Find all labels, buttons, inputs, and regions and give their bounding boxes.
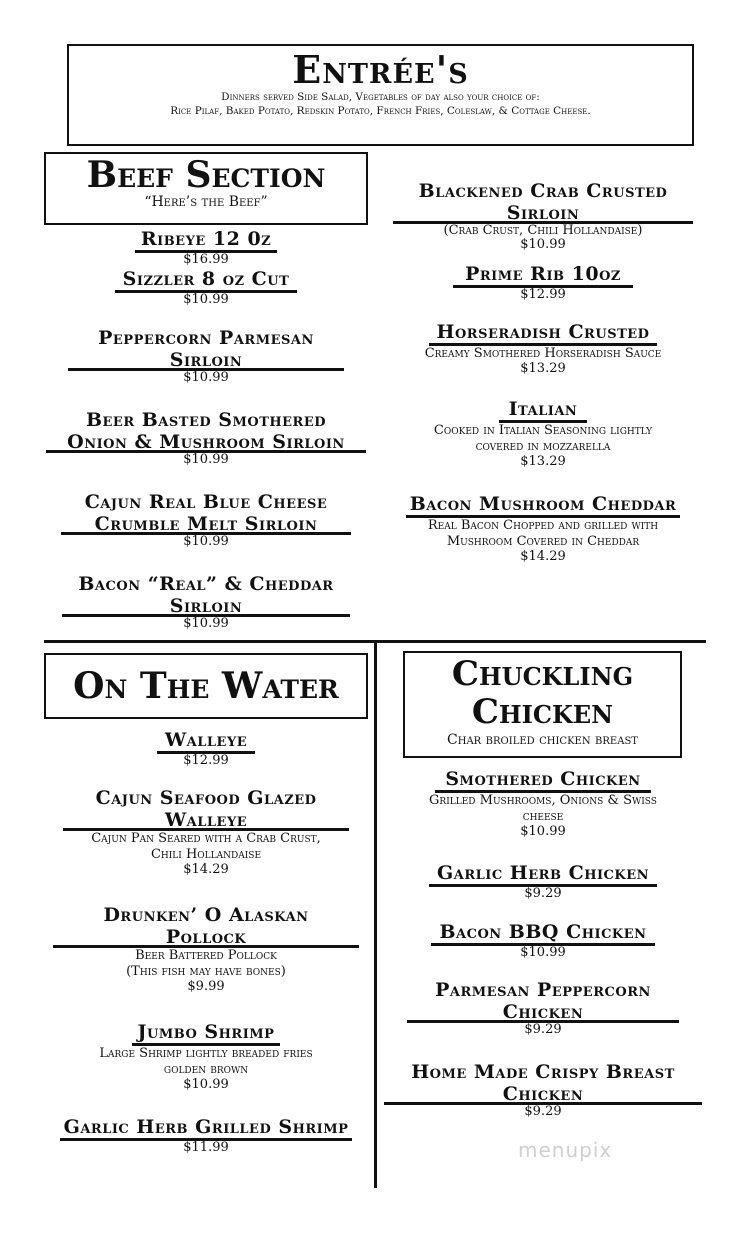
item-description-line2: covered in mozzarella xyxy=(475,439,611,454)
item-description: Creamy Smothered Horseradish Sauce xyxy=(424,346,662,361)
menu-item xyxy=(44,904,368,994)
item-price: $14.29 xyxy=(183,862,229,877)
chicken-section-title-line2: Chicken xyxy=(471,692,614,732)
item-name: Smothered Chicken xyxy=(435,768,650,793)
item-description: (Crab Crust, Chili Hollandaise) xyxy=(443,223,643,238)
item-price: $10.99 xyxy=(520,824,566,839)
item-price: $9.99 xyxy=(187,979,225,994)
menu-item xyxy=(44,409,368,467)
item-price: $10.99 xyxy=(183,370,229,385)
item-price: $10.99 xyxy=(183,452,229,467)
item-price: $11.99 xyxy=(183,1140,229,1155)
item-price: $10.99 xyxy=(183,616,229,631)
item-name-line2: Sirloin xyxy=(169,595,243,617)
item-name-line2: Sirloin xyxy=(506,202,580,224)
item-description-line2: golden brown xyxy=(163,1062,249,1077)
item-name: Sizzler 8 oz Cut xyxy=(115,268,298,293)
item-name-line1: Home Made Crispy Breast xyxy=(411,1061,675,1083)
item-name-line1: Beer Basted Smothered xyxy=(85,409,327,431)
menu-item xyxy=(44,491,368,549)
item-description-line1: Grilled Mushrooms, Onions & Swiss xyxy=(429,793,657,808)
page-title: Entrée's xyxy=(292,47,469,92)
item-price: $12.99 xyxy=(183,753,229,768)
item-description-line1: Cooked in Italian Seasoning lightly xyxy=(433,423,653,438)
item-description-line2: Mushroom Covered in Cheddar xyxy=(446,534,640,549)
menu-item xyxy=(44,1021,368,1092)
item-description-line1: Real Bacon Chopped and grilled with xyxy=(427,518,659,533)
item-price: $10.99 xyxy=(183,292,229,307)
item-name-line1: Bacon “Real” & Cheddar xyxy=(78,573,334,595)
water-section-title: On The Water xyxy=(73,665,339,707)
menu-item xyxy=(380,263,706,302)
item-price: $13.29 xyxy=(520,454,566,469)
beef-section-box xyxy=(44,152,368,225)
item-name: Bacon BBQ Chicken xyxy=(431,921,654,946)
item-name-line1: Blackened Crab Crusted xyxy=(418,180,668,202)
menu-item xyxy=(380,921,706,960)
sides-note-line2: Rice Pilaf, Baked Potato, Redskin Potato, French Fries, Coleslaw, & Cottage Cheese. xyxy=(170,105,591,117)
item-name: Prime Rib 10oz xyxy=(453,263,633,288)
item-name: Horseradish Crusted xyxy=(429,321,658,346)
item-description-line2: cheese xyxy=(522,809,564,824)
item-name-line2: Crumble Melt Sirloin xyxy=(94,513,318,535)
menu-item xyxy=(380,979,706,1037)
menu-header xyxy=(67,44,694,146)
item-description-line1: Beer Battered Pollock xyxy=(135,948,277,963)
item-price: $9.29 xyxy=(524,1104,562,1119)
item-name-line2: Walleye xyxy=(164,809,248,831)
item-name-line2: Pollock xyxy=(165,926,247,948)
item-name-line1: Cajun Real Blue Cheese xyxy=(84,491,328,513)
item-price: $16.99 xyxy=(183,252,229,267)
item-description-line2: (This fish may have bones) xyxy=(126,964,286,979)
watermark: menupix xyxy=(518,1138,613,1162)
item-name-line1: Parmesan Peppercorn xyxy=(435,979,651,1001)
menu-item xyxy=(380,493,706,564)
item-name: Walleye xyxy=(157,729,255,754)
item-price: $10.99 xyxy=(520,945,566,960)
item-name-line2: Sirloin xyxy=(169,349,243,371)
menu-item xyxy=(380,398,706,469)
chicken-section-title-line1: Chuckling xyxy=(451,654,634,694)
item-name-line2: Chicken xyxy=(502,1083,584,1105)
item-name: Garlic Herb Chicken xyxy=(429,862,657,887)
chicken-section-box xyxy=(403,651,682,758)
item-price: $13.29 xyxy=(520,361,566,376)
item-name-line1: Drunken’ O Alaskan xyxy=(103,904,309,926)
water-section-box xyxy=(44,653,368,719)
item-name-line1: Peppercorn Parmesan xyxy=(98,327,314,349)
item-name: Ribeye 12 0z xyxy=(135,228,277,253)
item-price: $14.29 xyxy=(520,549,566,564)
menu-item xyxy=(44,729,368,768)
item-name-line2: Onion & Mushroom Sirloin xyxy=(67,431,345,453)
menu-item xyxy=(44,268,368,307)
menu-item xyxy=(380,321,706,376)
menu-item xyxy=(44,1116,368,1155)
menu-item xyxy=(380,768,706,839)
sides-note-line1: Dinners served Side Salad, Vegetables of day also your choice of: xyxy=(221,91,540,103)
item-name-line2: Chicken xyxy=(502,1001,584,1023)
chicken-section-subtitle: Char broiled chicken breast xyxy=(447,732,638,748)
item-price: $10.99 xyxy=(520,237,566,252)
menu-item xyxy=(380,1061,706,1119)
beef-section-subtitle: “Here’s the Beef” xyxy=(144,194,268,210)
item-name: Bacon Mushroom Cheddar xyxy=(406,493,681,518)
menu-item xyxy=(44,327,368,385)
item-name: Garlic Herb Grilled Shrimp xyxy=(60,1116,353,1141)
menu-item xyxy=(44,787,368,877)
item-name: Jumbo Shrimp xyxy=(132,1021,281,1046)
menu-item xyxy=(380,180,706,252)
menu-item xyxy=(44,573,368,631)
menu-item xyxy=(44,228,368,267)
item-description-line2: Chili Hollandaise xyxy=(150,847,262,862)
item-name: Italian xyxy=(499,398,588,423)
item-price: $9.29 xyxy=(524,886,562,901)
item-price: $12.99 xyxy=(520,287,566,302)
item-price: $10.99 xyxy=(183,1077,229,1092)
item-price: $10.99 xyxy=(183,534,229,549)
item-name-line1: Cajun Seafood Glazed xyxy=(95,787,317,809)
beef-section-title: Beef Section xyxy=(86,154,326,196)
item-description-line1: Cajun Pan Seared with a Crab Crust, xyxy=(91,831,321,846)
item-price: $9.29 xyxy=(524,1022,562,1037)
item-description-line1: Large Shrimp lightly breaded fries xyxy=(99,1046,313,1061)
vertical-divider xyxy=(374,643,377,1188)
menu-item xyxy=(380,862,706,901)
